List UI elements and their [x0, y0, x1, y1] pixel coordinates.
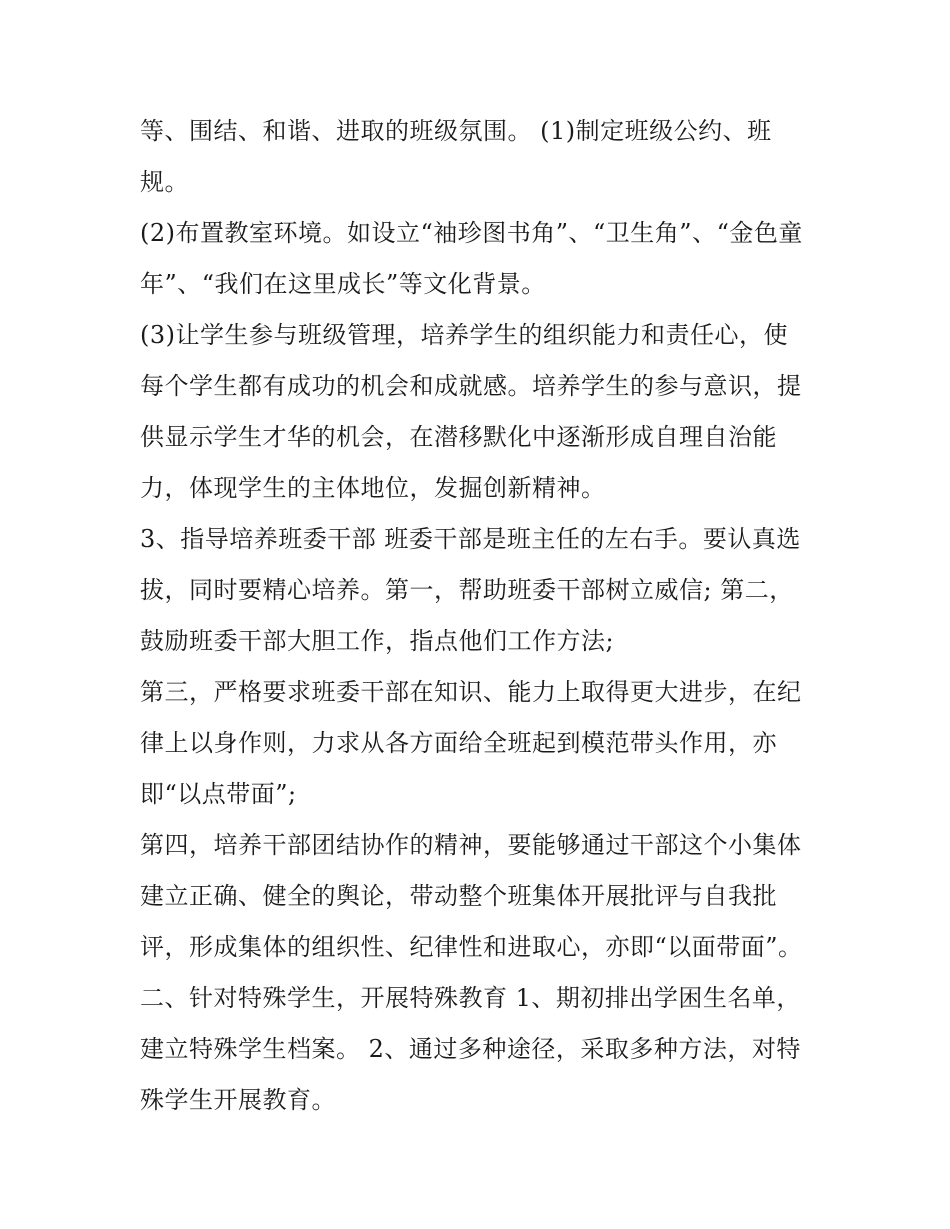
- text-line: 第三，严格要求班委干部在知识、能力上取得更大进步，在纪: [140, 678, 802, 706]
- text-line: 年”、“我们在这里成长”等文化背景。: [140, 270, 546, 298]
- text-line: 规。: [140, 168, 189, 196]
- text-line: 3、指导培养班委干部 班委干部是班主任的左右手。要认真选: [140, 525, 801, 553]
- document-body: [140, 106, 820, 1126]
- text-line: 建立特殊学生档案。 2、通过多种途径，采取多种方法，对特: [140, 1035, 801, 1063]
- text-line: 律上以身作则，力求从各方面给全班起到模范带头作用，亦: [140, 729, 777, 757]
- text-line: (3)让学生参与班级管理，培养学生的组织能力和责任心，使: [140, 321, 788, 349]
- text-line: 建立正确、健全的舆论，带动整个班集体开展批评与自我批: [140, 882, 777, 910]
- text-line: 等、围结、和谐、进取的班级氛围。 (1)制定班级公约、班: [140, 117, 772, 145]
- text-line: 力，体现学生的主体地位，发掘创新精神。: [140, 474, 606, 502]
- text-line: 供显示学生才华的机会，在潜移默化中逐渐形成自理自治能: [140, 423, 777, 451]
- text-line: 拔，同时要精心培养。第一，帮助班委干部树立威信; 第二，: [140, 576, 794, 604]
- text-line: 评，形成集体的组织性、纪律性和进取心，亦即“以面带面”。: [140, 933, 803, 961]
- text-line: 第四，培养干部团结协作的精神，要能够通过干部这个小集体: [140, 831, 802, 859]
- text-line: 即“以点带面”;: [140, 780, 297, 808]
- text-line: (2)布置教室环境。如设立“袖珍图书角”、“卫生角”、“金色童: [140, 219, 803, 247]
- text-line: 殊学生开展教育。: [140, 1086, 336, 1114]
- text-line: 二、针对特殊学生，开展特殊教育 1、期初排出学困生名单，: [140, 984, 801, 1012]
- text-line: 鼓励班委干部大胆工作，指点他们工作方法;: [140, 627, 615, 655]
- text-line: 每个学生都有成功的机会和成就感。培养学生的参与意识，提: [140, 372, 802, 400]
